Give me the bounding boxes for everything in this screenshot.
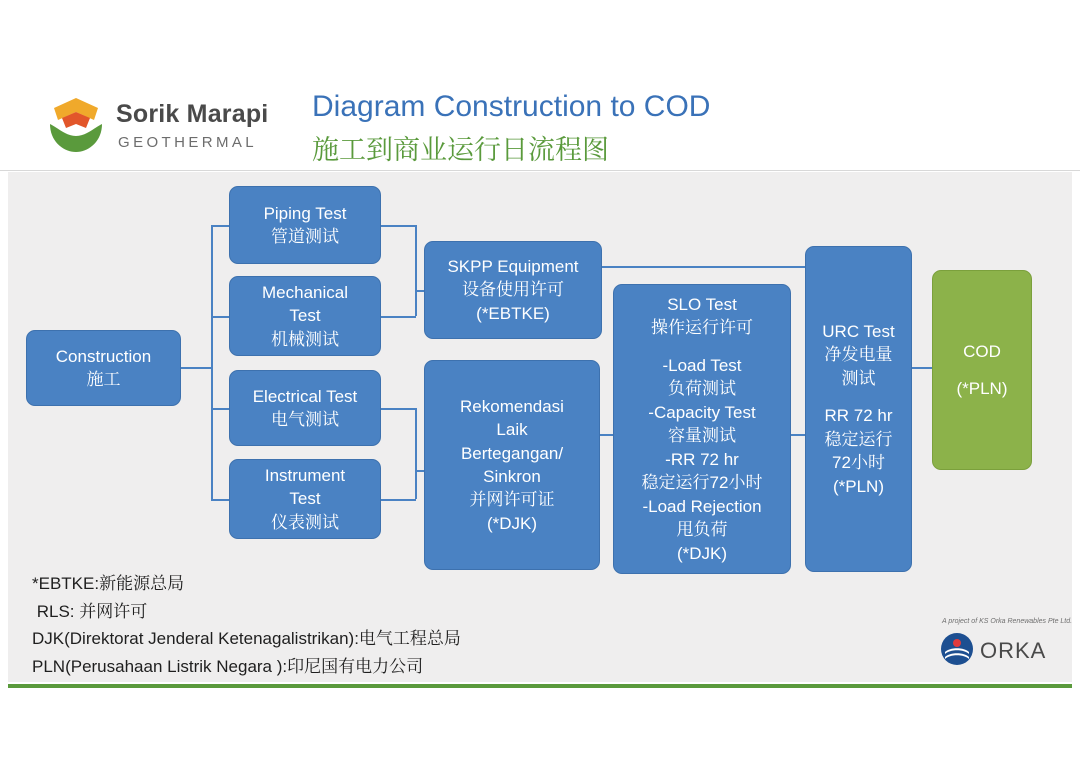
node-urc-test[interactable]: URC Test 净发电量 测试 RR 72 hr 稳定运行 72小时 (*PLN) — [805, 246, 912, 572]
legend — [32, 570, 672, 680]
connector-merge-lower — [415, 408, 417, 499]
orka-footer — [938, 618, 1073, 678]
header-divider — [0, 170, 1080, 171]
orka-brand-text: ORKA — [980, 638, 1047, 663]
connector-merge-upper — [415, 225, 417, 316]
orka-project-note: A project of KS Orka Renewables Pte Ltd. — [942, 618, 1073, 625]
page-title-english: Diagram Construction to COD — [312, 90, 711, 123]
node-rekomendasi[interactable]: Rekomendasi Laik Bertegangan/ Sinkron 并网许可证 (*DJK) — [424, 360, 600, 570]
connector-piping-out — [380, 225, 416, 227]
footer-divider — [8, 684, 1072, 688]
connector-mechanical-out — [380, 316, 416, 318]
connector-to-mechanical-test — [211, 316, 231, 318]
connector-to-instrument-test — [211, 499, 231, 501]
node-skpp-equipment[interactable]: SKPP Equipment 设备使用许可 (*EBTKE) — [424, 241, 602, 339]
connector-construction-trunk — [180, 367, 212, 369]
connector-left-vertical-trunk — [211, 225, 213, 500]
node-electrical-test[interactable]: Electrical Test 电气测试 — [229, 370, 381, 446]
connector-to-electrical-test — [211, 408, 231, 410]
legend-line-djk: DJK(Direktorat Jenderal Ketenagalistrikan):电气工程总局 — [32, 629, 461, 649]
company-logo — [42, 92, 272, 162]
legend-line-pln: PLN(Perusahaan Listrik Negara ):印尼国有电力公司 — [32, 656, 424, 676]
legend-line-ebtke: *EBTKE:新能源总局 — [32, 574, 185, 593]
node-cod[interactable]: COD (*PLN) — [932, 270, 1032, 470]
legend-line-rls: RLS: 并网许可 — [32, 601, 148, 621]
page-title-chinese: 施工到商业运行日流程图 — [312, 135, 609, 165]
connector-skpp-to-urc — [601, 266, 807, 268]
orka-logo-icon — [940, 632, 974, 666]
sorik-marapi-logo-icon — [42, 94, 110, 156]
connector-to-piping-test — [211, 225, 231, 227]
node-construction[interactable]: Construction 施工 — [26, 330, 181, 406]
connector-electrical-out — [380, 408, 416, 410]
node-instrument-test[interactable]: Instrument Test 仪表测试 — [229, 459, 381, 539]
connector-instrument-out — [380, 499, 416, 501]
node-slo-test[interactable]: SLO Test 操作运行许可 -Load Test 负荷测试 -Capacity Test 容量测试 -RR 72 hr 稳定运行72小时 -Load Rejection 甩负荷 (*DJK) — [613, 284, 791, 574]
node-piping-test[interactable]: Piping Test 管道测试 — [229, 186, 381, 264]
connector-urc-to-cod — [911, 367, 933, 369]
logo-subtitle: GEOTHERMAL — [118, 134, 258, 151]
logo-name: Sorik Marapi — [116, 100, 269, 128]
node-mechanical-test[interactable]: Mechanical Test 机械测试 — [229, 276, 381, 356]
